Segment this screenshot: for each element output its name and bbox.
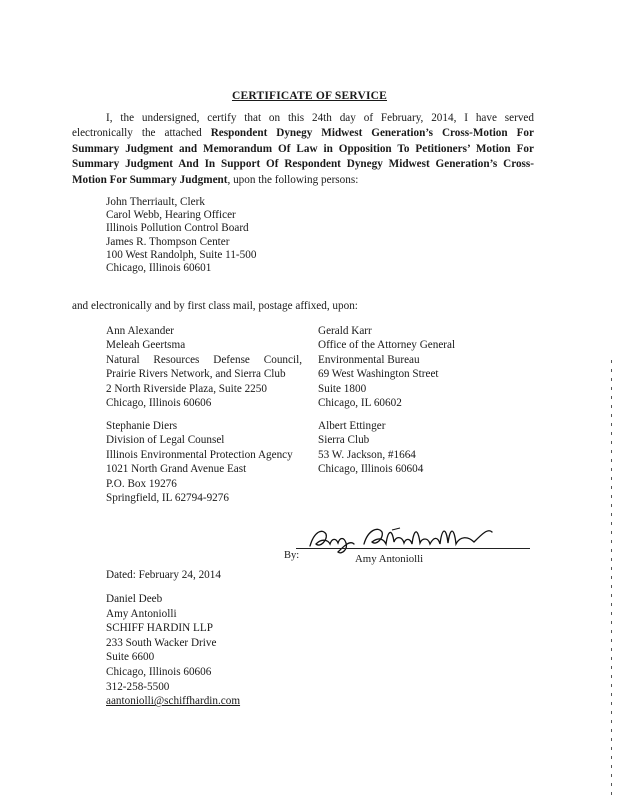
address-line: Division of Legal Counsel	[106, 434, 225, 447]
firm-line: 233 South Wacker Drive	[106, 636, 217, 649]
paragraph-line	[72, 142, 534, 157]
mail-service-intro: and electronically and by first class mail, postage affixed, upon:	[72, 300, 358, 312]
recipient-block-diers	[106, 419, 293, 505]
date-line: Dated: February 24, 2014	[106, 569, 221, 581]
document-title: CERTIFICATE OF SERVICE	[231, 90, 388, 102]
firm-line: Daniel Deeb	[106, 593, 163, 605]
recipient-address: 2 North Riverside Plaza, Suite 2250	[106, 382, 267, 395]
address-line: 69 West Washington Street	[318, 368, 439, 381]
address-line: 53 W. Jackson, #1664	[318, 448, 416, 461]
text-segment: I, the undersigned, certify that on this 24th day of February, 2014, I have served	[106, 112, 534, 124]
address-line: Carol Webb, Hearing Officer	[106, 209, 236, 222]
firm-line: Suite 6600	[106, 651, 155, 664]
address-line: Albert Ettinger	[318, 420, 386, 432]
paragraph-line	[72, 111, 534, 126]
bold-segment: Summary Judgment and Memorandum Of Law in Opposition To Petitioners’ Motion For	[72, 142, 534, 155]
address-line: Office of the Attorney General	[318, 339, 456, 352]
bold-segment: Summary Judgment And In Support Of Respondent Dynegy Midwest Generation’s Cross-	[72, 158, 534, 171]
scan-edge-artifact	[611, 360, 612, 795]
handwritten-signature	[292, 522, 532, 556]
paragraph-line	[72, 173, 534, 188]
paragraph-line	[72, 157, 534, 172]
address-line: Illinois Pollution Control Board	[106, 222, 249, 235]
address-line: Gerald Karr	[318, 325, 372, 337]
address-line: Chicago, Illinois 60601	[106, 262, 212, 275]
clerk-address-block	[106, 196, 256, 275]
recipient-block-ettinger	[318, 419, 423, 477]
firm-line: Amy Antoniolli	[106, 607, 177, 620]
text-segment: electronically the attached	[72, 127, 211, 140]
address-line: Environmental Bureau	[318, 353, 420, 366]
recipient-block-alexander	[106, 324, 302, 410]
recipient-name: Ann Alexander	[106, 325, 175, 337]
org-word: Natural	[106, 353, 140, 366]
address-line: 1021 North Grand Avenue East	[106, 463, 247, 476]
recipient-name: Meleah Geertsma	[106, 339, 186, 352]
text-segment: , upon the following persons:	[227, 173, 359, 186]
bold-segment: Motion For Summary Judgment	[72, 173, 228, 186]
paragraph-line	[72, 126, 534, 141]
firm-line: 312-258-5500	[106, 680, 170, 693]
recipient-organization: Prairie Rivers Network, and Sierra Club	[106, 368, 286, 381]
recipient-address: Chicago, Illinois 60606	[106, 397, 212, 410]
org-word: Defense	[213, 353, 250, 366]
recipient-block-karr	[318, 324, 455, 410]
bold-segment: Respondent Dynegy Midwest Generation’s Cross-Motion For	[210, 127, 534, 140]
email-link[interactable]: aantoniolli@schiffhardin.com	[106, 695, 241, 708]
signature-block	[282, 522, 530, 566]
address-line: James R. Thompson Center	[106, 235, 230, 248]
address-line: 100 West Randolph, Suite 11-500	[106, 248, 257, 261]
address-line: Springfield, IL 62794-9276	[106, 492, 229, 505]
signer-name: Amy Antoniolli	[355, 553, 424, 565]
by-label: By:	[284, 550, 300, 561]
firm-line: SCHIFF HARDIN LLP	[106, 622, 213, 635]
firm-contact-block	[106, 592, 240, 709]
address-line: Chicago, IL 60602	[318, 397, 402, 410]
org-word: Resources	[153, 353, 200, 366]
certification-paragraph	[72, 111, 534, 188]
address-line: Chicago, Illinois 60604	[318, 463, 424, 476]
address-line: P.O. Box 19276	[106, 477, 177, 490]
address-line: Stephanie Diers	[106, 420, 178, 432]
recipient-organization	[106, 353, 302, 367]
address-line: Sierra Club	[318, 434, 370, 447]
org-word: Council,	[263, 353, 302, 366]
firm-line: Chicago, Illinois 60606	[106, 665, 212, 678]
address-line: Illinois Environmental Protection Agency	[106, 448, 293, 461]
address-line: John Therriault, Clerk	[106, 196, 205, 208]
address-line: Suite 1800	[318, 382, 367, 395]
signature-line	[296, 548, 530, 549]
